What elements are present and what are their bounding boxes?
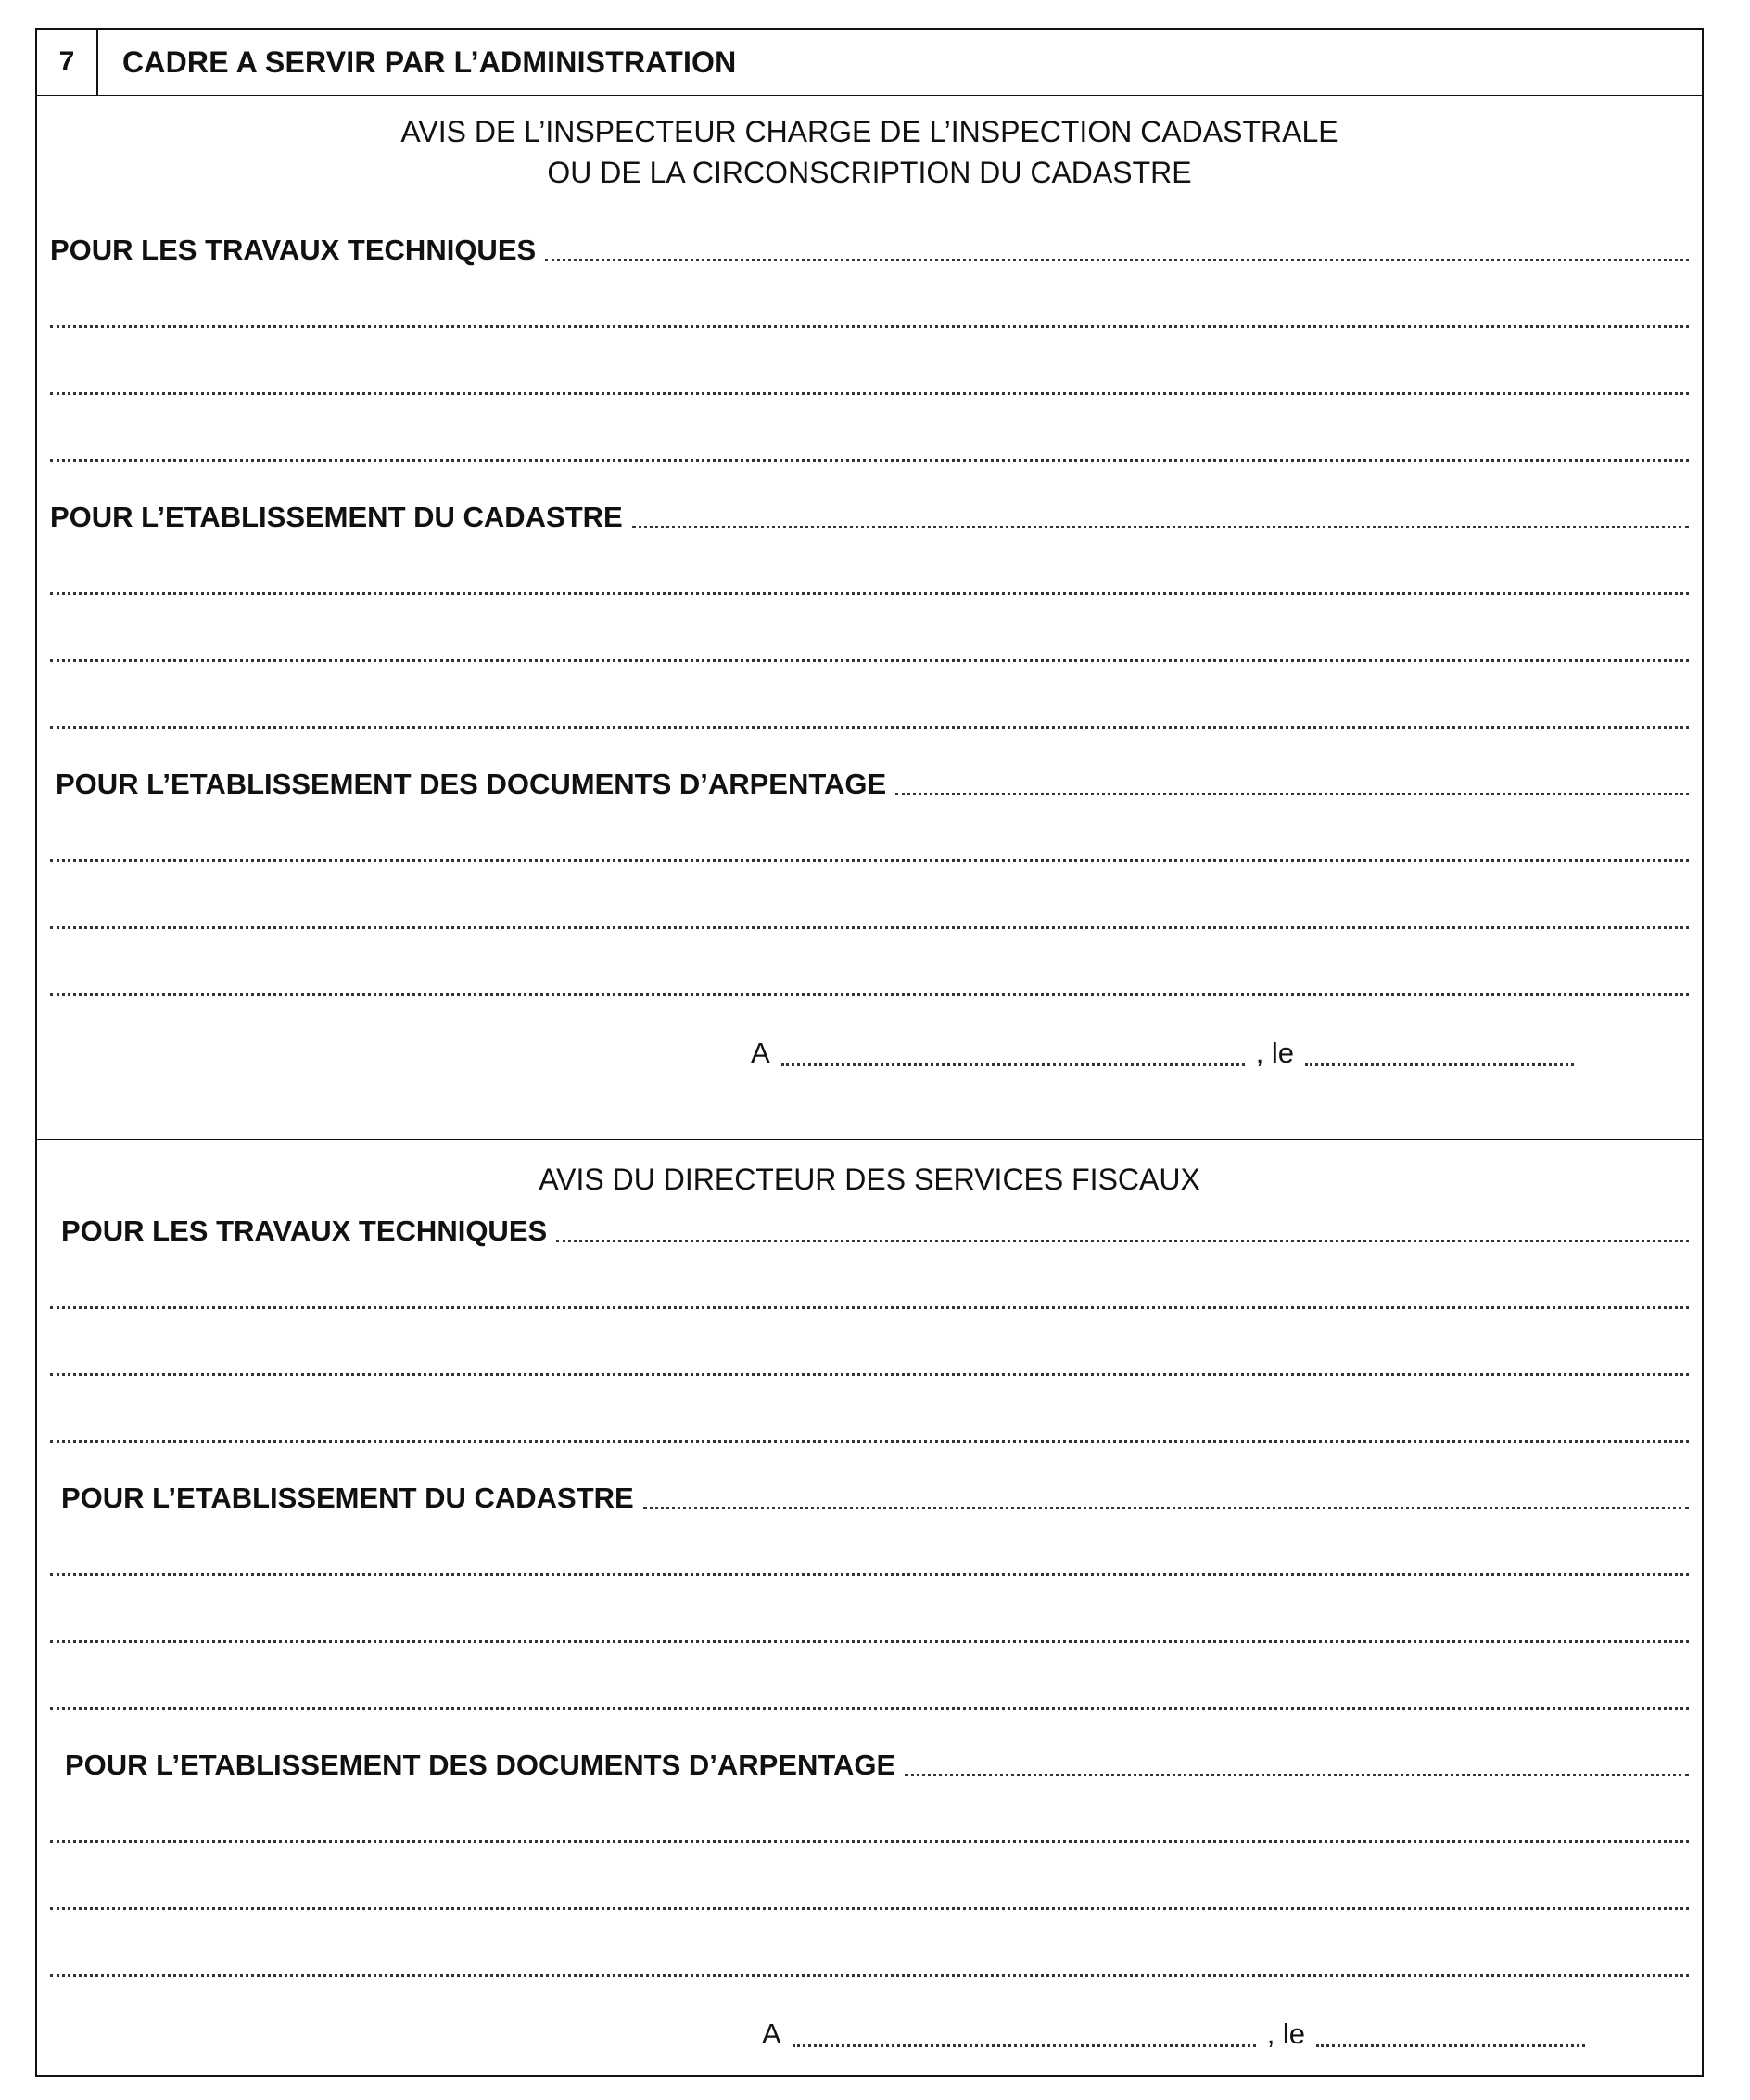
- directeur-travaux-line-1[interactable]: [50, 1279, 1689, 1317]
- directeur-cadastre-label: POUR L’ETABLISSEMENT DU CADASTRE: [61, 1482, 634, 1514]
- write-line[interactable]: [50, 1907, 1689, 1910]
- inspecteur-travaux-line-2[interactable]: [50, 365, 1689, 402]
- inspecteur-place-field[interactable]: [781, 1063, 1245, 1066]
- write-line[interactable]: [50, 1373, 1689, 1376]
- inspecteur-cadastre-field[interactable]: [632, 526, 1689, 528]
- write-line[interactable]: [50, 859, 1689, 862]
- directeur-sig-a-label: A: [762, 2017, 781, 2050]
- inspecteur-title-line1: AVIS DE L’INSPECTEUR CHARGE DE L’INSPECTION CADASTRALE: [400, 115, 1338, 148]
- inspecteur-travaux-row[interactable]: [50, 232, 1689, 269]
- inspecteur-sig-a-label: A: [751, 1037, 770, 1069]
- section-title: CADRE A SERVIR PAR L’ADMINISTRATION: [122, 45, 737, 79]
- directeur-travaux-label: POUR LES TRAVAUX TECHNIQUES: [61, 1215, 548, 1247]
- inspecteur-opinion-block: [37, 96, 1702, 1140]
- write-line[interactable]: [50, 1573, 1689, 1576]
- directeur-place-field[interactable]: [793, 2044, 1256, 2047]
- inspecteur-date-field[interactable]: [1305, 1063, 1574, 1066]
- write-line[interactable]: [50, 1840, 1689, 1843]
- inspecteur-title-line2: OU DE LA CIRCONSCRIPTION DU CADASTRE: [547, 156, 1192, 189]
- directeur-cadastre-field[interactable]: [643, 1507, 1689, 1509]
- inspecteur-arpentage-field[interactable]: [895, 793, 1689, 795]
- inspecteur-signature-place-date[interactable]: [751, 1033, 1655, 1074]
- administration-form-frame: [35, 28, 1704, 2077]
- write-line[interactable]: [50, 1974, 1689, 1977]
- write-line[interactable]: [50, 926, 1689, 929]
- directeur-cadastre-row[interactable]: [61, 1480, 1689, 1517]
- section-header: [37, 30, 1702, 96]
- directeur-arpentage-line-1[interactable]: [50, 1814, 1689, 1851]
- inspecteur-travaux-field[interactable]: [545, 259, 1689, 261]
- write-line[interactable]: [50, 993, 1689, 996]
- directeur-arpentage-field[interactable]: [905, 1774, 1689, 1776]
- directeur-date-field[interactable]: [1316, 2044, 1585, 2047]
- section-number: 7: [37, 30, 98, 95]
- write-line[interactable]: [50, 325, 1689, 328]
- inspecteur-cadastre-line-2[interactable]: [50, 632, 1689, 669]
- inspecteur-arpentage-row[interactable]: [56, 766, 1689, 803]
- directeur-arpentage-line-3[interactable]: [50, 1947, 1689, 1984]
- write-line[interactable]: [50, 659, 1689, 662]
- write-line[interactable]: [50, 726, 1689, 729]
- inspecteur-arpentage-label: POUR L’ETABLISSEMENT DES DOCUMENTS D’ARPENTAGE: [56, 768, 887, 800]
- directeur-arpentage-line-2[interactable]: [50, 1880, 1689, 1917]
- write-line[interactable]: [50, 392, 1689, 395]
- write-line[interactable]: [50, 1707, 1689, 1710]
- inspecteur-travaux-label: POUR LES TRAVAUX TECHNIQUES: [50, 234, 537, 266]
- inspecteur-travaux-line-1[interactable]: [50, 299, 1689, 336]
- inspecteur-cadastre-label: POUR L’ETABLISSEMENT DU CADASTRE: [50, 501, 623, 533]
- inspecteur-travaux-line-3[interactable]: [50, 432, 1689, 469]
- inspecteur-cadastre-row[interactable]: [50, 499, 1689, 536]
- write-line[interactable]: [50, 1440, 1689, 1443]
- inspecteur-sig-le-label: , le: [1255, 1037, 1295, 1069]
- directeur-signature-place-date[interactable]: [762, 2014, 1666, 2055]
- directeur-arpentage-row[interactable]: [65, 1747, 1689, 1784]
- inspecteur-cadastre-line-3[interactable]: [50, 699, 1689, 736]
- write-line[interactable]: [50, 459, 1689, 462]
- inspecteur-arpentage-line-1[interactable]: [50, 833, 1689, 870]
- inspecteur-arpentage-line-3[interactable]: [50, 966, 1689, 1003]
- directeur-title: AVIS DU DIRECTEUR DES SERVICES FISCAUX: [539, 1163, 1200, 1196]
- directeur-travaux-line-3[interactable]: [50, 1413, 1689, 1450]
- directeur-sig-le-label: , le: [1266, 2017, 1306, 2050]
- write-line[interactable]: [50, 1640, 1689, 1643]
- directeur-travaux-field[interactable]: [556, 1240, 1689, 1242]
- directeur-arpentage-label: POUR L’ETABLISSEMENT DES DOCUMENTS D’ARPENTAGE: [65, 1749, 896, 1781]
- directeur-cadastre-line-1[interactable]: [50, 1546, 1689, 1584]
- directeur-travaux-line-2[interactable]: [50, 1346, 1689, 1383]
- directeur-cadastre-line-3[interactable]: [50, 1680, 1689, 1717]
- write-line[interactable]: [50, 1306, 1689, 1309]
- write-line[interactable]: [50, 592, 1689, 595]
- directeur-cadastre-line-2[interactable]: [50, 1613, 1689, 1650]
- inspecteur-arpentage-line-2[interactable]: [50, 899, 1689, 936]
- directeur-opinion-block: [37, 1140, 1702, 2076]
- directeur-travaux-row[interactable]: [61, 1213, 1689, 1250]
- inspecteur-cadastre-line-1[interactable]: [50, 566, 1689, 603]
